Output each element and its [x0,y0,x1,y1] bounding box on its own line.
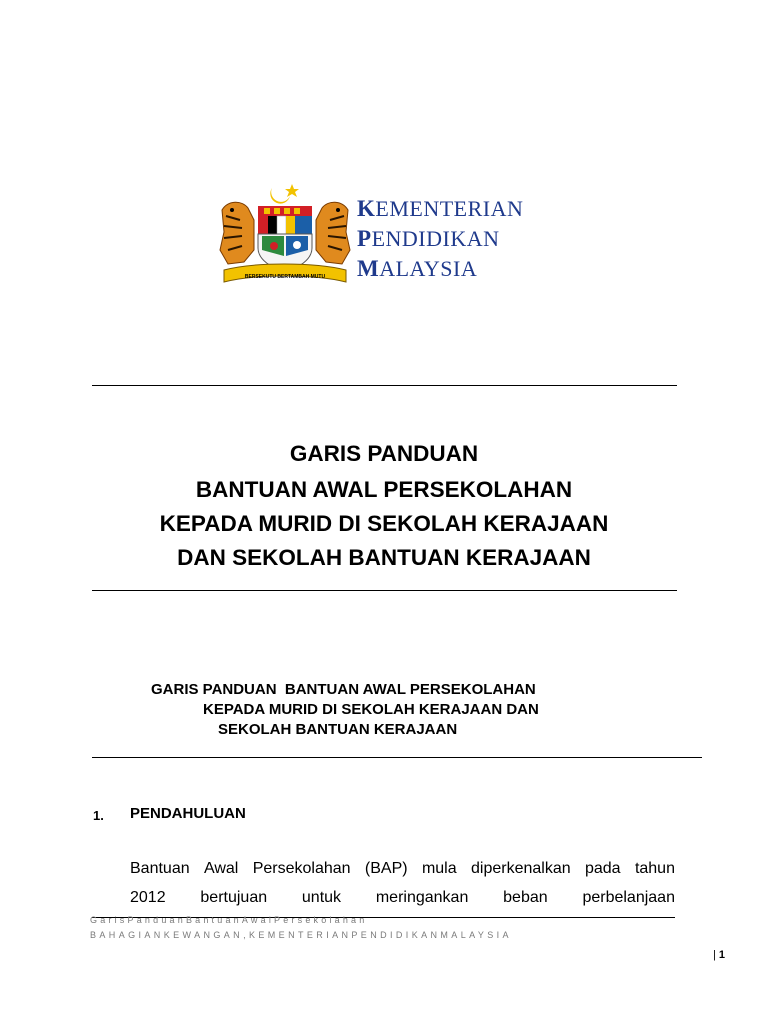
word: Persekolahan [252,860,351,877]
title-bottom-divider [92,590,677,591]
subtitle-divider [92,757,702,758]
ministry-name-line-2 [357,227,499,250]
word: Bantuan [130,860,190,877]
footer-department-name: BAHAGIANKEWANGAN,KEMENTERIANPENDIDIKANMALAYSIA [90,930,512,940]
footer-document-name: GarisPanduanBantuanAwalPersekolahan [90,915,368,925]
word: bertujuan [200,889,268,906]
title-top-divider [92,385,677,386]
paragraph-line-1 [130,861,675,877]
page-number [713,949,725,961]
word: beban [503,889,548,906]
word: tahun [634,860,675,877]
document-title-line-3: KEPADA MURID DI SEKOLAH KERAJAAN [159,511,609,536]
ministry-word-kementerian: EMENTERIAN [375,196,524,221]
section-heading: PENDAHULUAN [130,805,246,822]
ministry-word-malaysia: ALAYSIA [379,256,478,281]
word: meringankan [375,889,469,906]
word: 2012 [130,889,166,906]
page-number-value: 1 [718,949,726,961]
document-title-line-2: BANTUAN AWAL PERSEKOLAHAN [195,477,573,502]
subtitle-line-1: GARIS PANDUAN BANTUAN AWAL PERSEKOLAHAN [151,681,536,698]
word: Awal [203,860,239,877]
word: mula [421,860,457,877]
document-title-line-4: DAN SEKOLAH BANTUAN KERAJAAN [177,545,591,570]
word: untuk [301,889,342,906]
word: (BAP) [364,860,408,877]
svg-text:BERSEKUTU BERTAMBAH MUTU: BERSEKUTU BERTAMBAH MUTU [244,274,326,280]
word: diperkenalkan [471,860,571,877]
word: pada [584,860,621,877]
page-separator: | [713,949,716,961]
word: perbelanjaan [582,889,675,906]
subtitle-line-3: SEKOLAH BANTUAN KERAJAAN [218,721,458,738]
ministry-word-pendidikan: ENDIDIKAN [371,226,500,251]
subtitle-line-2: KEPADA MURID DI SEKOLAH KERAJAAN DAN [203,701,539,718]
ministry-initial-p: P [357,226,372,251]
paragraph-line-2 [130,890,675,906]
coat-of-arms-logo [214,180,356,288]
document-title-line-1: GARIS PANDUAN [289,441,479,466]
section-number: 1. [93,808,104,823]
ministry-name-line-1 [357,197,523,220]
ministry-name-line-3 [357,257,477,280]
ministry-initial-m: M [357,256,380,281]
ministry-initial-k: K [357,196,376,221]
